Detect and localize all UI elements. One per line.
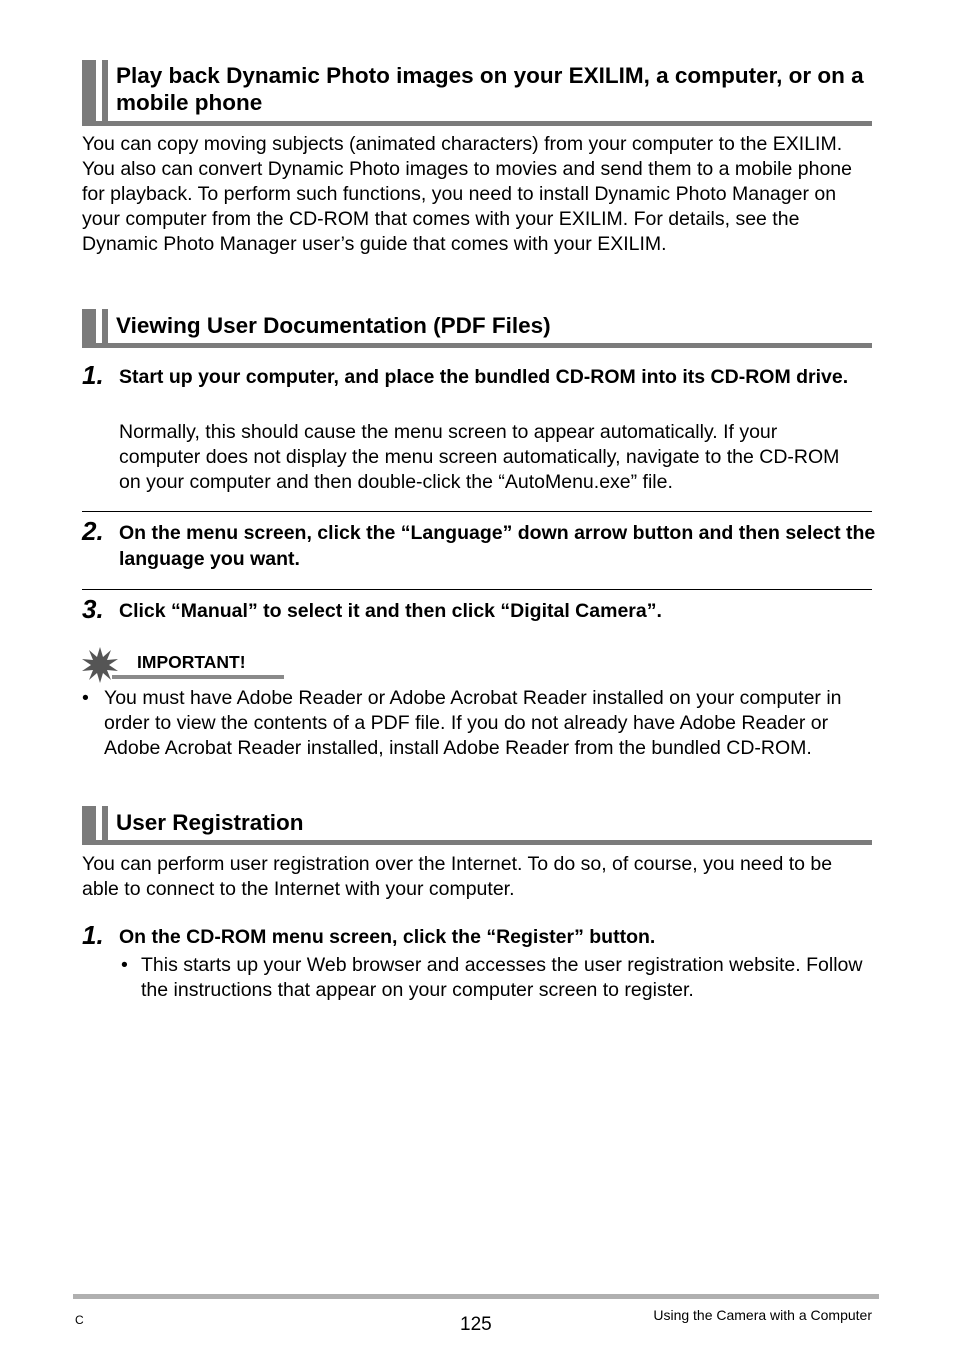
important-text: You must have Adobe Reader or Adobe Acrobat Reader installed on your computer in order to view the contents of a PDF file. If you do not already have Adobe Reader or Adobe Acrobat Reader installed, install Adobe Reader from the bundled CD-ROM.: [104, 687, 842, 759]
step-number: 2.: [82, 516, 104, 546]
step-number: 1.: [82, 920, 104, 950]
footer-language-code: C: [75, 1313, 84, 1327]
section-body-text: You can copy moving subjects (animated characters) from your computer to the EXILIM. You also can convert Dynamic Photo images to movies and send them to a mobile phone for playback. To perform such functions, you need to install Dynamic Photo Manager on your computer from the CD-ROM that comes with your EXILIM. For details, see the Dynamic Photo Manager user’s guide that comes with your EXILIM.: [82, 133, 852, 255]
step-title: Click “Manual” to select it and then click “Digital Camera”.: [119, 600, 662, 622]
important-underline: [112, 675, 284, 679]
step-divider: [82, 589, 872, 590]
step-divider: [82, 511, 872, 512]
section-heading-dynamic-photo: [82, 60, 872, 126]
heading-bar-decoration: [82, 60, 96, 126]
bullet-marker: •: [82, 687, 89, 709]
step-title: On the menu screen, click the “Language” down arrow button and then select the language you want.: [119, 522, 876, 570]
section-title: Play back Dynamic Photo images on your EXILIM, a computer, or on a mobile phone: [116, 63, 864, 115]
step-bullet-item: [121, 953, 873, 1003]
step-title: Start up your computer, and place the bundled CD-ROM into its CD-ROM drive.: [119, 366, 849, 388]
section-heading-user-documentation: [82, 309, 872, 348]
heading-rule: [82, 840, 872, 845]
section-title: Viewing User Documentation (PDF Files): [116, 313, 551, 338]
section-heading-user-registration: [82, 806, 872, 845]
important-bullet-item: [82, 686, 872, 786]
footer-chapter-title: Using the Camera with a Computer: [653, 1307, 872, 1323]
step-detail: Normally, this should cause the menu screen to appear automatically. If your computer does not display the menu screen automatically, navigate to the CD-ROM on your computer and then double-click the “AutoMenu.exe” file.: [119, 421, 840, 493]
section-body-text: You can perform user registration over the Internet. To do so, of course, you need to be able to connect to the Internet with your computer.: [82, 853, 833, 900]
heading-rule: [82, 121, 872, 126]
section-title: User Registration: [116, 810, 304, 835]
footer-rule: [73, 1294, 879, 1299]
step-title: On the CD-ROM menu screen, click the “Register” button.: [119, 926, 656, 948]
step-detail: This starts up your Web browser and accesses the user registration website. Follow the instructions that appear on your computer screen to register.: [141, 954, 863, 1001]
step-number: 1.: [82, 360, 104, 390]
important-label: IMPORTANT!: [137, 652, 246, 672]
bullet-marker: •: [121, 954, 128, 976]
heading-bar-decoration: [102, 60, 108, 126]
step-number: 3.: [82, 594, 104, 624]
heading-rule: [82, 343, 872, 348]
page-number: 125: [460, 1314, 492, 1335]
important-notice-header: [82, 647, 292, 681]
